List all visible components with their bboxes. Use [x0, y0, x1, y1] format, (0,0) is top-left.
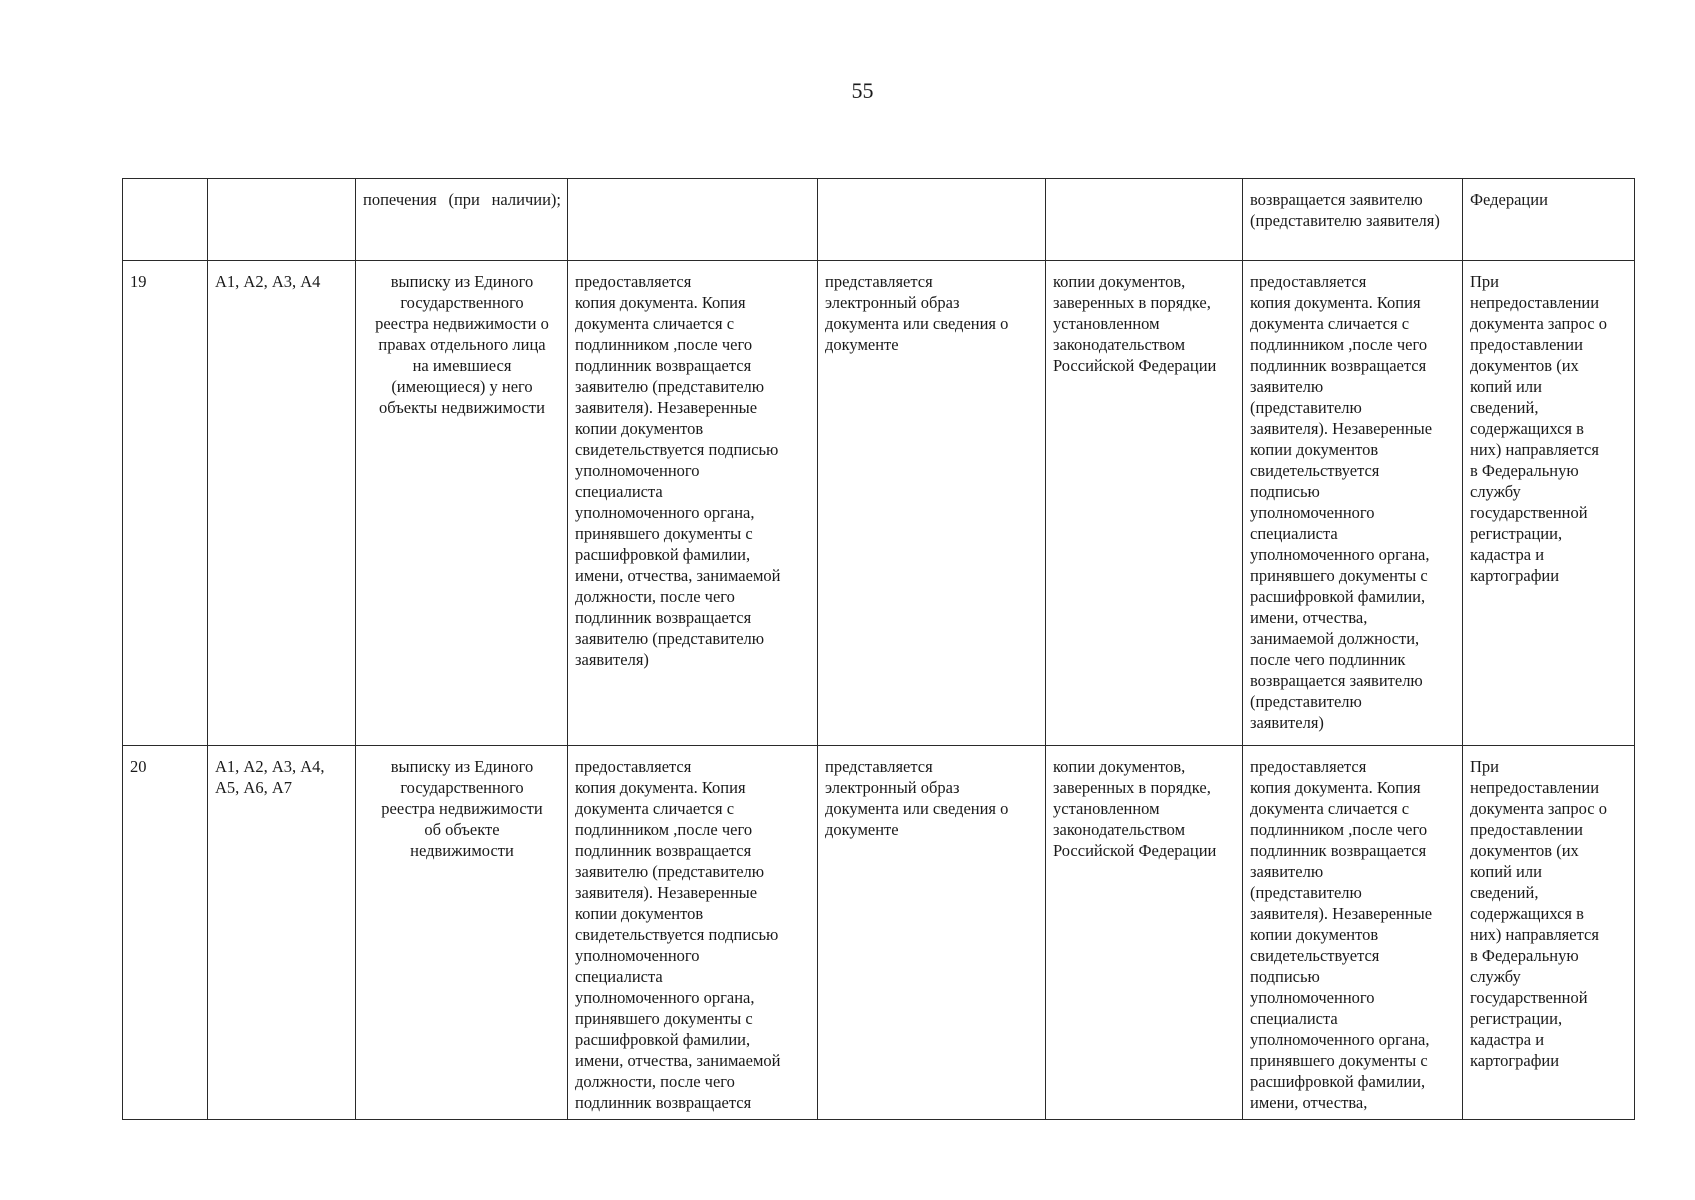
cell-interagency: При непредоставлении документа запрос о предоставлении документов (их копий или сведений, содержащихся в них) направляется в Федеральную службу государственной регистрации, кадастра и картографии: [1463, 261, 1635, 746]
cell-applicants: А1, А2, А3, А4: [208, 261, 356, 746]
cell-electronic: [818, 179, 1046, 261]
table-row: [123, 179, 1635, 261]
cell-return-rules: предоставляется копия документа. Копия документа сличается с подлинником ,после чего подлинник возвращается заявителю (представителю заявителя). Незаверенные копии документов свидетельствуется подписью уполномоченного специалиста уполномоченного органа, принявшего документы с расшифровкой фамилии, имени, отчества, занимаемой должности, после чего подлинник возвращается заявителю (представителю заявителя): [1243, 261, 1463, 746]
page-number: 55: [851, 78, 874, 103]
services-table: [122, 178, 1635, 1120]
cell-document: выписку из Единого государственного реестра недвижимости об объекте недвижимости: [356, 746, 568, 1120]
cell-certification: копии документов, заверенных в порядке, установленном законодательством Российской Федерации: [1046, 261, 1243, 746]
cell-certification: [1046, 179, 1243, 261]
cell-document: выписку из Единого государственного реестра недвижимости о правах отдельного лица на имевшиеся (имеющиеся) у него объекты недвижимости: [356, 261, 568, 746]
cell-electronic: представляется электронный образ документа или сведения о документе: [818, 261, 1046, 746]
cell-number: 20: [123, 746, 208, 1120]
table-row: [123, 261, 1635, 746]
cell-document: попечения (при наличии);: [356, 179, 568, 261]
table-row: [123, 746, 1635, 1120]
cell-submission: [568, 179, 818, 261]
cell-electronic: представляется электронный образ документа или сведения о документе: [818, 746, 1046, 1120]
cell-return-rules: предоставляется копия документа. Копия документа сличается с подлинником ,после чего подлинник возвращается заявителю (представителю заявителя). Незаверенные копии документов свидетельствуется подписью уполномоченного специалиста уполномоченного органа, принявшего документы с расшифровкой фамилии, имени, отчества,: [1243, 746, 1463, 1120]
cell-certification: копии документов, заверенных в порядке, установленном законодательством Российской Федерации: [1046, 746, 1243, 1120]
cell-number: 19: [123, 261, 208, 746]
cell-applicants: [208, 179, 356, 261]
cell-number: [123, 179, 208, 261]
cell-applicants: А1, А2, А3, А4, А5, А6, А7: [208, 746, 356, 1120]
cell-submission: предоставляется копия документа. Копия документа сличается с подлинником ,после чего подлинник возвращается заявителю (представителю заявителя). Незаверенные копии документов свидетельствуется подписью уполномоченного специалиста уполномоченного органа, принявшего документы с расшифровкой фамилии, имени, отчества, занимаемой должности, после чего подлинник возвращается заявителю (представителю заявителя): [568, 261, 818, 746]
cell-interagency: Федерации: [1463, 179, 1635, 261]
cell-interagency: При непредоставлении документа запрос о предоставлении документов (их копий или сведений, содержащихся в них) направляется в Федеральную службу государственной регистрации, кадастра и картографии: [1463, 746, 1635, 1120]
cell-return-rules: возвращается заявителю (представителю заявителя): [1243, 179, 1463, 261]
cell-submission: предоставляется копия документа. Копия документа сличается с подлинником ,после чего подлинник возвращается заявителю (представителю заявителя). Незаверенные копии документов свидетельствуется подписью уполномоченного специалиста уполномоченного органа, принявшего документы с расшифровкой фамилии, имени, отчества, занимаемой должности, после чего подлинник возвращается: [568, 746, 818, 1120]
